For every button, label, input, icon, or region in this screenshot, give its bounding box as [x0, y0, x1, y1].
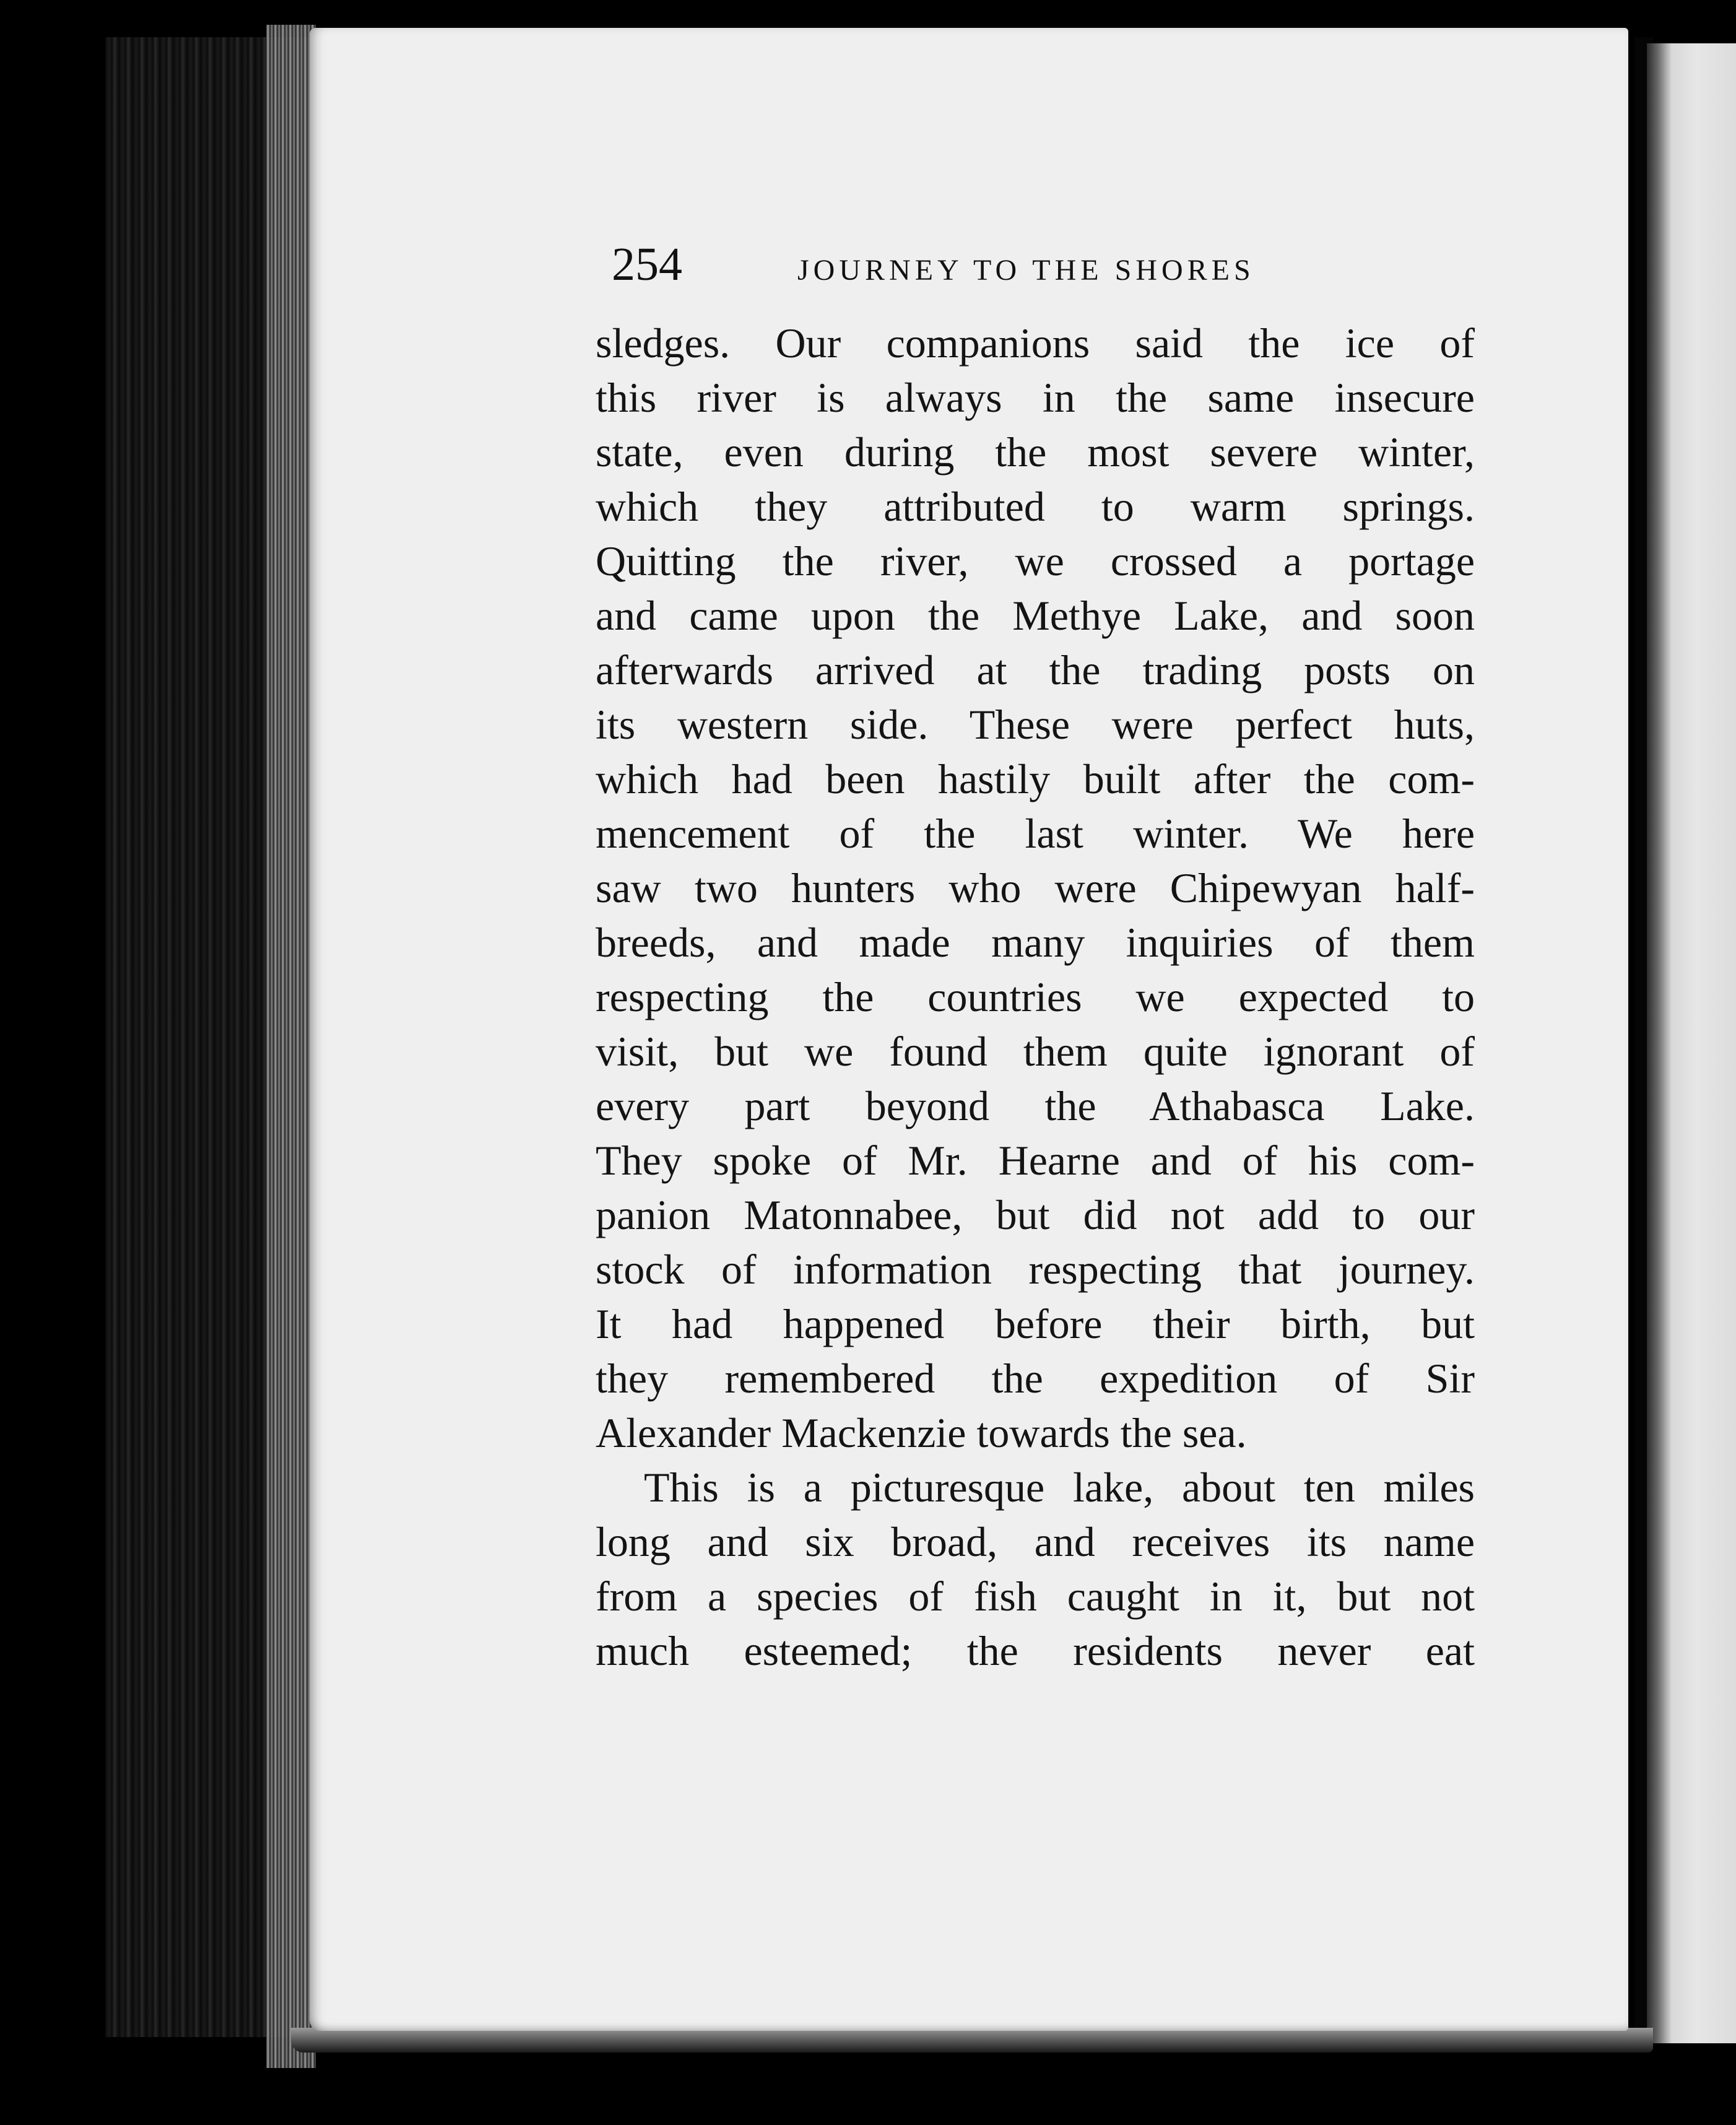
- paragraph-1: [596, 316, 1475, 1460]
- text-line: visit, but we found them quite ignorant of: [596, 1028, 1475, 1075]
- text-line: afterwards arrived at the trading posts on: [596, 646, 1475, 693]
- text-line: which they attributed to warm springs.: [596, 483, 1475, 530]
- page-number: 254: [612, 238, 682, 290]
- text-line: stock of information respecting that journey.: [596, 1246, 1475, 1293]
- text-line: respecting the countries we expected to: [596, 973, 1475, 1020]
- text-line: which had been hastily built after the com-: [596, 755, 1475, 802]
- text-line: It had happened before their birth, but: [596, 1300, 1475, 1347]
- text-line: much esteemed; the residents never eat: [596, 1627, 1475, 1674]
- text-line: Quitting the river, we crossed a portage: [596, 537, 1475, 584]
- text-line: sledges. Our companions said the ice of: [596, 319, 1475, 367]
- running-title: JOURNEY TO THE SHORES: [797, 254, 1255, 287]
- text-line: This is a picturesque lake, about ten miles: [644, 1464, 1475, 1511]
- text-line: breeds, and made many inquiries of them: [596, 919, 1475, 966]
- text-line: its western side. These were perfect huts,: [596, 701, 1475, 748]
- text-line: Alexander Mackenzie towards the sea.: [596, 1409, 1247, 1456]
- text-line: long and six broad, and receives its name: [596, 1518, 1475, 1565]
- page-header: [612, 230, 1293, 298]
- text-line: panion Matonnabee, but did not add to our: [596, 1191, 1475, 1238]
- page-bottom-edge: [291, 2028, 1653, 2053]
- text-line: and came upon the Methye Lake, and soon: [596, 592, 1475, 639]
- text-line: state, even during the most severe winter,: [596, 428, 1475, 476]
- text-line: every part beyond the Athabasca Lake.: [596, 1082, 1475, 1129]
- paragraph-2: [596, 1460, 1475, 1678]
- text-line: this river is always in the same insecure: [596, 374, 1475, 421]
- text-line: saw two hunters who were Chipewyan half-: [596, 864, 1475, 911]
- page-edges-left: [266, 25, 316, 2068]
- text-line: from a species of fish caught in it, but not: [596, 1573, 1475, 1620]
- next-page-strip: [1647, 43, 1736, 2043]
- text-line: they remembered the expedition of Sir: [596, 1355, 1475, 1402]
- body-text: [596, 316, 1475, 1678]
- text-line: mencement of the last winter. We here: [596, 810, 1475, 857]
- text-line: They spoke of Mr. Hearne and of his com-: [596, 1137, 1475, 1184]
